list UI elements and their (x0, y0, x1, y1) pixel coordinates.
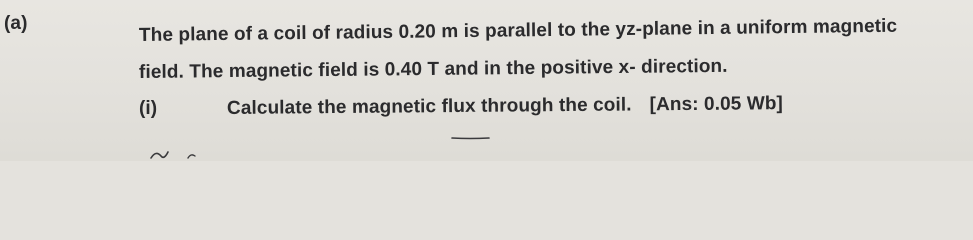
statement-line-2: field. The magnetic field is 0.40 T and in the positive x- direction. (138, 55, 728, 83)
answer-text: [Ans: 0.05 Wb] (649, 93, 784, 116)
part-label: (a) (4, 13, 28, 34)
subpart-label: (i) (139, 98, 158, 119)
subpart-question (227, 93, 783, 120)
subpart-text: Calculate the magnetic flux through the coil. (226, 94, 632, 119)
pen-scribble-2 (188, 155, 195, 158)
pen-underline (452, 138, 489, 139)
statement-line-1: The plane of a coil of radius 0.20 m is parallel to the yz-plane in a uniform magnetic (138, 15, 898, 46)
pen-scribble (151, 152, 168, 158)
